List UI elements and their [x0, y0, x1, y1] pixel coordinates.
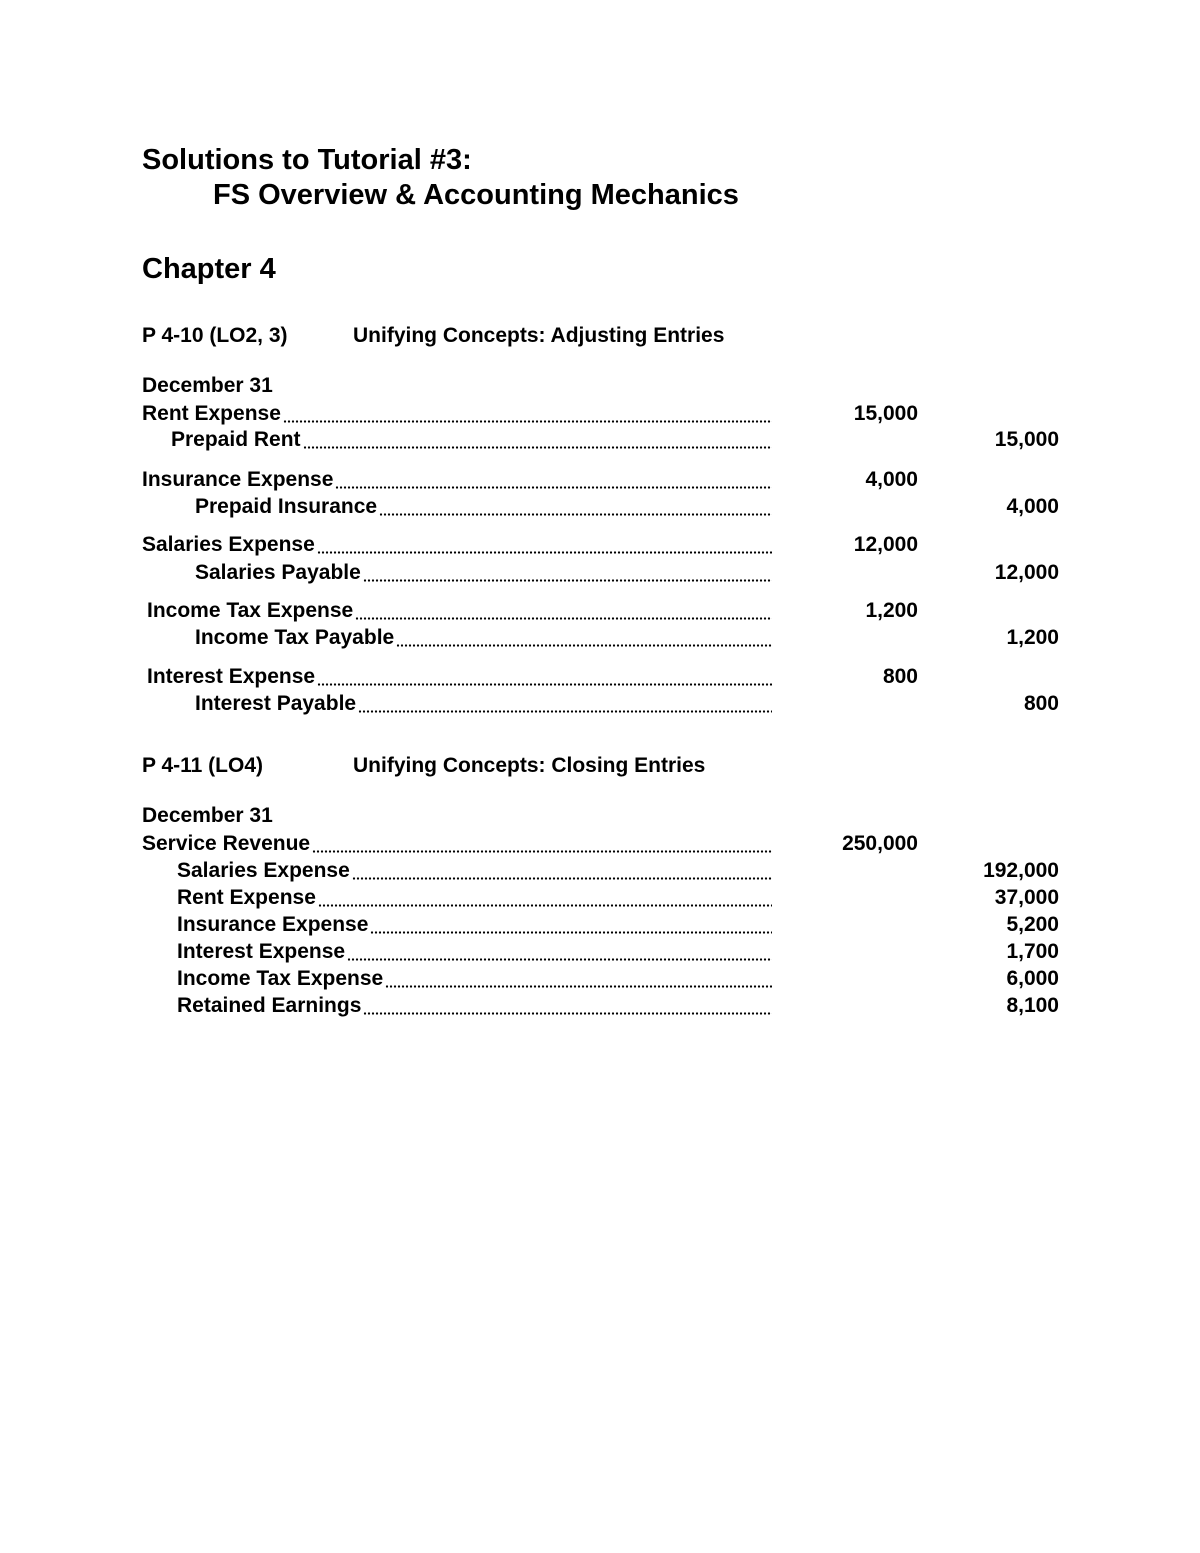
dot-leader	[379, 513, 772, 516]
account-name: Service Revenue	[142, 832, 311, 855]
dot-leader	[303, 446, 772, 449]
account-name: Prepaid Insurance	[195, 495, 378, 518]
dot-leader	[317, 551, 772, 554]
credit-amount: 1,200	[1006, 626, 1059, 649]
dot-leader	[355, 617, 772, 620]
dot-leader	[283, 420, 772, 423]
journal-entry-line	[0, 857, 1200, 884]
account-name: Rent Expense	[142, 402, 281, 425]
account-name: Income Tax Payable	[195, 626, 395, 649]
chapter-heading: Chapter 4	[142, 253, 276, 285]
journal-entry-line	[0, 493, 1200, 520]
account-name: Rent Expense	[177, 886, 316, 909]
dot-leader	[370, 931, 772, 934]
journal-entry-line	[0, 830, 1200, 857]
journal-entry-line	[0, 559, 1200, 586]
debit-amount: 1,200	[865, 599, 918, 622]
document-subtitle: FS Overview & Accounting Mechanics	[213, 179, 739, 211]
debit-amount: 15,000	[853, 402, 918, 425]
debit-amount: 250,000	[842, 832, 918, 855]
dot-leader	[358, 710, 772, 713]
debit-amount: 12,000	[853, 533, 918, 556]
journal-entry-line	[0, 400, 1200, 427]
journal-entry-line	[0, 938, 1200, 965]
journal-entry-line	[0, 992, 1200, 1019]
journal-entry-line	[0, 911, 1200, 938]
dot-leader	[347, 958, 772, 961]
account-name: Salaries Expense	[177, 859, 350, 882]
journal-entry-line	[0, 624, 1200, 651]
dot-leader	[317, 683, 772, 686]
journal-entry-line	[0, 690, 1200, 717]
credit-amount: 12,000	[994, 561, 1059, 584]
credit-amount: 5,200	[1006, 913, 1059, 936]
journal-entry-line	[0, 531, 1200, 558]
problem-reference: P 4-10 (LO2, 3)	[142, 324, 288, 347]
problem-topic: Unifying Concepts: Adjusting Entries	[353, 324, 725, 347]
account-name: Interest Expense	[147, 665, 316, 688]
account-name: Salaries Expense	[142, 533, 315, 556]
dot-leader	[396, 644, 772, 647]
dot-leader	[385, 985, 772, 988]
credit-amount: 4,000	[1006, 495, 1059, 518]
journal-entry-line	[0, 663, 1200, 690]
account-name: Interest Expense	[177, 940, 346, 963]
debit-amount: 4,000	[865, 468, 918, 491]
account-name: Prepaid Rent	[171, 428, 301, 451]
journal-entry-line	[0, 884, 1200, 911]
credit-amount: 6,000	[1006, 967, 1059, 990]
journal-entry-line	[0, 426, 1200, 453]
dot-leader	[318, 904, 772, 907]
journal-entry-line	[0, 597, 1200, 624]
account-name: Income Tax Expense	[177, 967, 384, 990]
account-name: Salaries Payable	[195, 561, 361, 584]
debit-amount: 800	[882, 665, 918, 688]
account-name: Retained Earnings	[177, 994, 362, 1017]
credit-amount: 37,000	[994, 886, 1059, 909]
credit-amount: 192,000	[983, 859, 1059, 882]
journal-entry-line	[0, 965, 1200, 992]
journal-date: December 31	[142, 374, 273, 397]
credit-amount: 15,000	[994, 428, 1059, 451]
account-name: Interest Payable	[195, 692, 357, 715]
journal-entry-line	[0, 466, 1200, 493]
account-name: Income Tax Expense	[147, 599, 354, 622]
credit-amount: 8,100	[1006, 994, 1059, 1017]
dot-leader	[312, 850, 772, 853]
journal-date: December 31	[142, 804, 273, 827]
dot-leader	[335, 486, 772, 489]
problem-topic: Unifying Concepts: Closing Entries	[353, 754, 706, 777]
dot-leader	[363, 1012, 772, 1015]
dot-leader	[363, 579, 772, 582]
document-title: Solutions to Tutorial #3:	[142, 144, 472, 176]
credit-amount: 800	[1023, 692, 1059, 715]
problem-reference: P 4-11 (LO4)	[142, 754, 263, 777]
account-name: Insurance Expense	[142, 468, 334, 491]
account-name: Insurance Expense	[177, 913, 369, 936]
dot-leader	[352, 877, 772, 880]
credit-amount: 1,700	[1006, 940, 1059, 963]
